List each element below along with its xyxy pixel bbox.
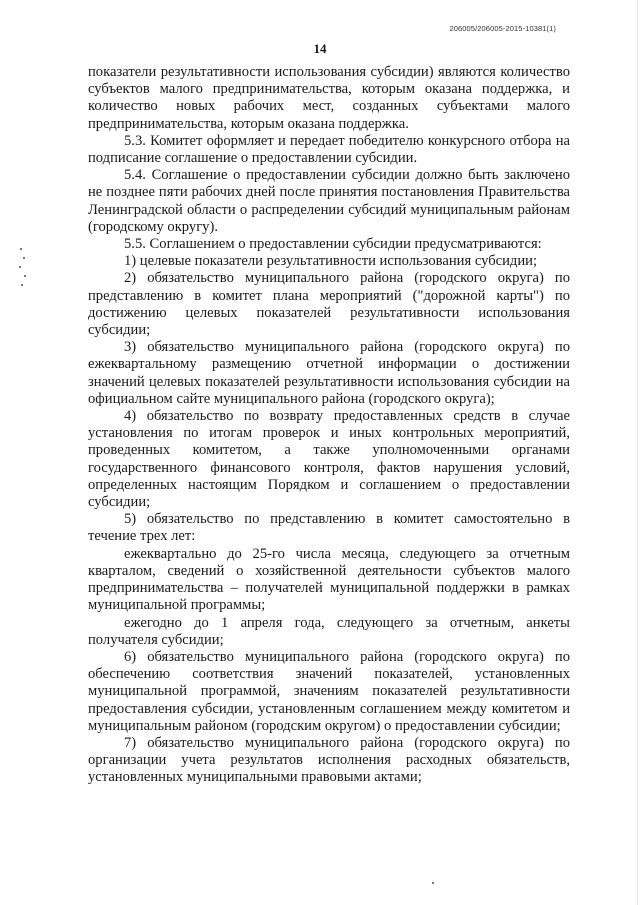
list-item: 1) целевые показатели результативности использования субсидии; — [124, 253, 538, 270]
scan-speck — [19, 266, 21, 268]
scan-speck — [24, 275, 26, 277]
document-body — [88, 64, 570, 787]
sub-item: ежегодно до 1 апреля года, следующего за отчетным, анкеты получателя субсидии; — [88, 614, 570, 648]
list-item: 2) обязательство муниципального района (городского округа) по представлению в комитет плана мероприятий ("дорожной карты") по достижению целевых показателей результативности использования субсидии; — [88, 270, 570, 339]
document-id: 206005/206005-2015-10381(1) — [449, 24, 556, 33]
scan-speck — [23, 257, 25, 259]
page-number: 14 — [313, 41, 327, 56]
scan-speck — [21, 284, 23, 286]
page-edge-line — [637, 0, 638, 905]
paragraph: показатели результативности использования субсидии) являются количество субъектов малого предпринимательства, которым оказана поддержка, и количество новых рабочих мест, созданных субъектами малого предпринимательства, которым оказана поддержка. — [88, 64, 570, 132]
sub-item: ежеквартально до 25-го числа месяца, следующего за отчетным кварталом, сведений о хозяйственной деятельности субъектов малого предпринимательства – получателей муниципальной поддержки в рамках муниципальной программы; — [88, 545, 570, 614]
scan-speck — [20, 248, 22, 250]
list-item: 6) обязательство муниципального района (городского округа) по обеспечению соответствия значений показателей, установленных муниципальной программой, значениям показателей результативности предоставления субсидии, установленным соглашением между комитетом и муниципальным районом (городским округом) о предоставлении субсидии; — [88, 648, 570, 734]
list-item: 3) обязательство муниципального района (городского округа) по ежеквартальному размещению отчетной информации о достижении значений целевых показателей результативности использования субсидии на официальном сайте муниципального района (городского округа); — [88, 339, 570, 407]
paragraph: 5.4. Соглашение о предоставлении субсидии должно быть заключено не позднее пяти рабочих дней после принятия постановления Правительства Ленинградской области о распределении субсидий муниципальным районам (городскому округу). — [88, 167, 570, 235]
paragraph: 5.3. Комитет оформляет и передает победителю конкурсного отбора на подписание соглашение о предоставлении субсидии. — [88, 132, 570, 167]
paragraph: 5.5. Соглашением о предоставлении субсидии предусматриваются: — [124, 236, 542, 253]
list-item: 4) обязательство по возврату предоставленных средств в случае установления по итогам проверок и иных контрольных мероприятий, проведенных комитетом, а также уполномоченными органами государственного финансового контроля, фактов нарушения условий, определенных настоящим Порядком и соглашением о предоставлении субсидии; — [88, 408, 570, 511]
list-item: 7) обязательство муниципального района (городского округа) по организации учета результатов исполнения расходных обязательств, установленных муниципальными правовыми актами; — [88, 734, 570, 786]
scan-speck — [432, 882, 434, 884]
list-item: 5) обязательство по представлению в комитет самостоятельно в течение трех лет: — [88, 511, 570, 545]
